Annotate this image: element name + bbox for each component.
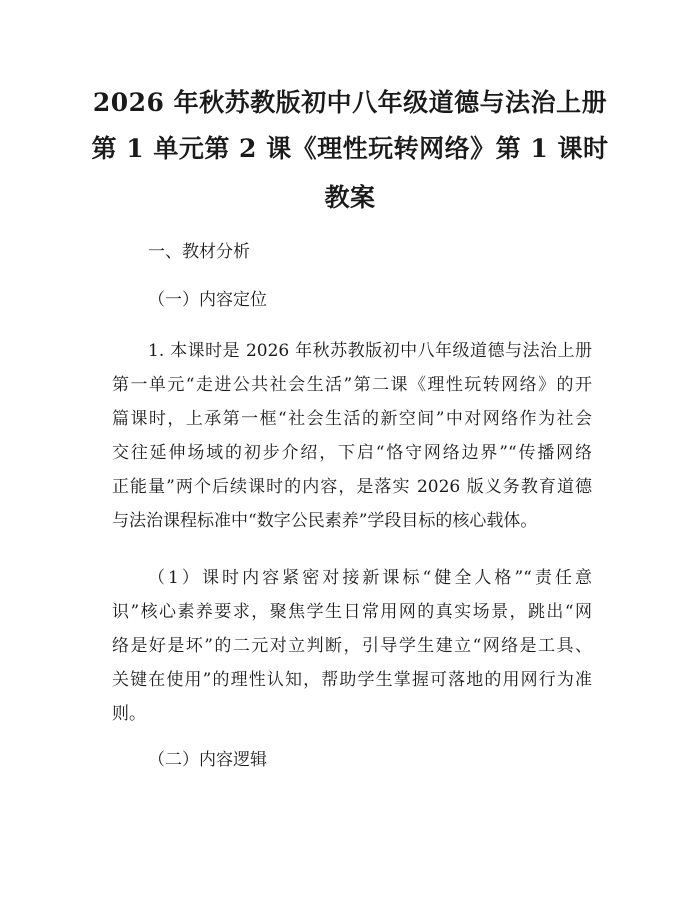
document-title-line-3: 教案 bbox=[324, 183, 376, 212]
document-title-line-2: 第 1 单元第 2 课《理性玩转网络》第 1 课时 bbox=[91, 134, 609, 163]
paragraph-content-positioning bbox=[112, 334, 592, 538]
paragraph-line: 则。 bbox=[112, 704, 146, 724]
document-title-line-1: 2026 年秋苏教版初中八年级道德与法治上册 bbox=[92, 88, 608, 117]
subsection-heading-content-positioning: （一）内容定位 bbox=[148, 290, 267, 310]
paragraph-line: 识”核心素养要求，聚焦学生日常用网的真实场景，跳出“网 bbox=[112, 602, 592, 622]
paragraph-lesson-content bbox=[112, 561, 592, 731]
paragraph-line: 与法治课程标准中“数字公民素养”学段目标的核心载体。 bbox=[112, 511, 538, 531]
paragraph-line: 1. 本课时是 2026 年秋苏教版初中八年级道德与法治上册 bbox=[148, 341, 592, 361]
paragraph-line: 络是好是坏”的二元对立判断，引导学生建立“网络是工具、 bbox=[112, 636, 592, 656]
section-heading-teaching-material-analysis: 一、教材分析 bbox=[148, 242, 250, 262]
paragraph-line: 第一单元“走进公共社会生活”第二课《理性玩转网络》的开 bbox=[112, 375, 592, 395]
paragraph-line: （1）课时内容紧密对接新课标“健全人格”“责任意 bbox=[148, 568, 592, 588]
paragraph-line: 交往延伸场域的初步介绍，下启“恪守网络边界”“传播网络 bbox=[112, 443, 592, 463]
paragraph-line: 篇课时，上承第一框“社会生活的新空间”中对网络作为社会 bbox=[112, 409, 592, 429]
paragraph-line: 正能量”两个后续课时的内容，是落实 2026 版义务教育道德 bbox=[112, 477, 592, 497]
paragraph-line: 关键在使用”的理性认知，帮助学生掌握可落地的用网行为准 bbox=[112, 670, 592, 690]
subsection-heading-content-logic: （二）内容逻辑 bbox=[148, 750, 267, 770]
